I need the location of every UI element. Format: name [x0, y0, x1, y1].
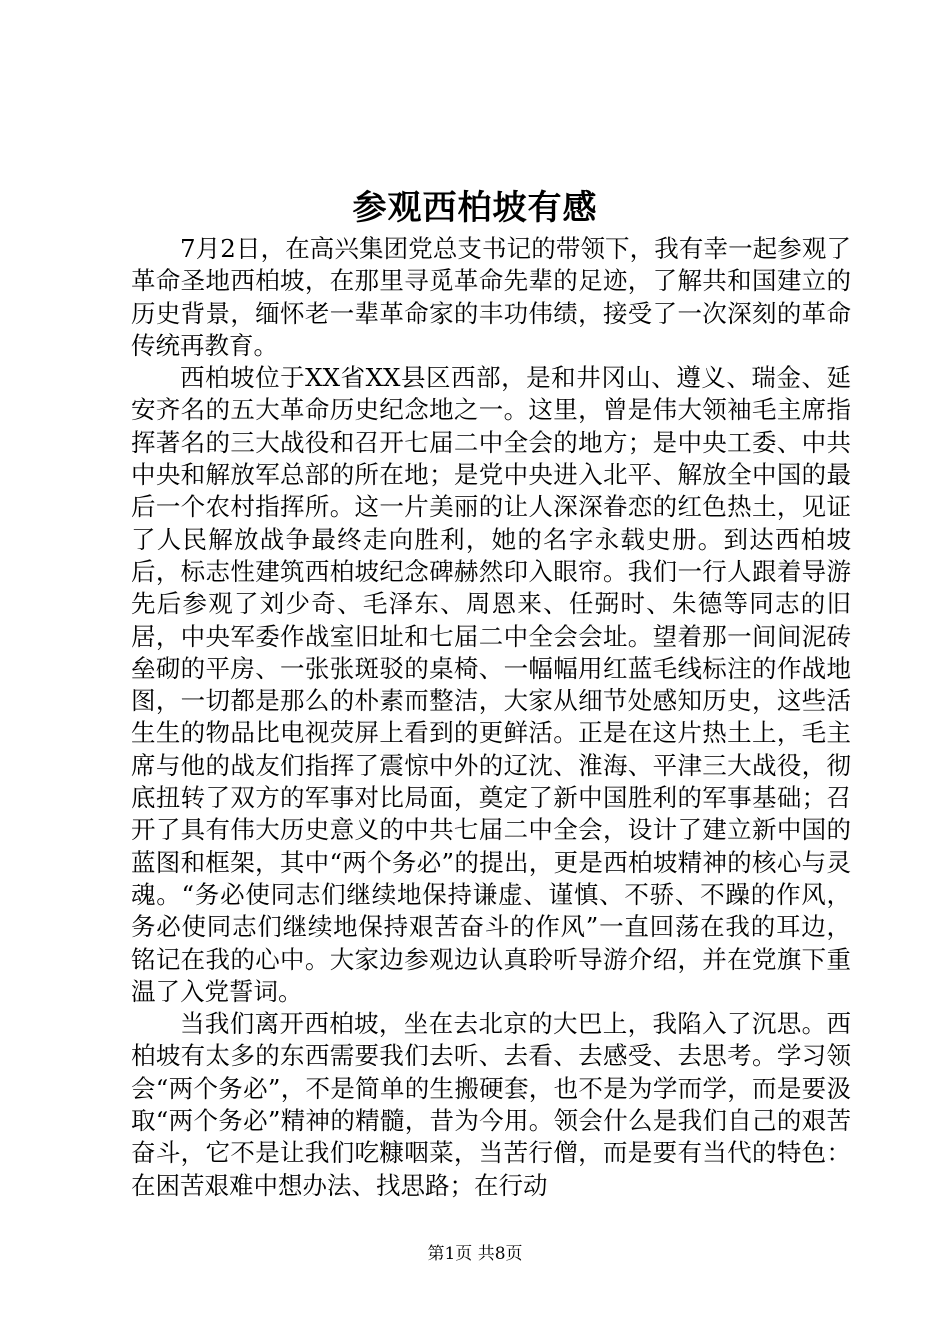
paragraph: 7月2日，在高兴集团党总支书记的带领下，我有幸一起参观了革命圣地西柏坡，在那里寻觅革命先辈的足迹，了解共和国建立的历史背景，缅怀老一辈革命家的丰功伟绩，接受了一次深刻的革命传统再教育。 [131, 234, 851, 360]
paragraph: 当我们离开西柏坡，坐在去北京的大巴上，我陷入了沉思。西柏坡有太多的东西需要我们去听、去看、去感受、去思考。学习领会“两个务必”，不是简单的生搬硬套，也不是为学而学，而是要汲取“两个务必”精神的精髓，昔为今用。领会什么是我们自己的艰苦奋斗，它不是让我们吃糠咽菜，当苦行僧，而是要有当代的特色：在困苦艰难中想办法、找思路；在行动 [131, 1009, 851, 1200]
page-number-footer: 第1页 共8页 [427, 1244, 523, 1264]
document-body [131, 233, 851, 1202]
paragraph: 西柏坡位于XX省XX县区西部，是和井冈山、遵义、瑞金、延安齐名的五大革命历史纪念地之一。这里，曾是伟大领袖毛主席指挥著名的三大战役和召开七届二中全会的地方；是中央工委、中共中央和解放军总部的所在地；是党中央进入北平、解放全中国的最后一个农村指挥所。这一片美丽的让人深深眷恋的红色热土，见证了人民解放战争最终走向胜利，她的名字永载史册。到达西柏坡后，标志性建筑西柏坡纪念碑赫然印入眼帘。我们一行人跟着导游先后参观了刘少奇、毛泽东、周恩来、任弼时、朱德等同志的旧居，中央军委作战室旧址和七届二中全会会址。望着那一间间泥砖垒砌的平房、一张张斑驳的桌椅、一幅幅用红蓝毛线标注的作战地图，一切都是那么的朴素而整洁，大家从细节处感知历史，这些活生生的物品比电视荧屏上看到的更鲜活。正是在这片热土上，毛主席与他的战友们指挥了震惊中外的辽沈、淮海、平津三大战役，彻底扭转了双方的军事对比局面，奠定了新中国胜利的军事基础；召开了具有伟大历史意义的中共七届二中全会，设计了建立新中国的蓝图和框架，其中“两个务必”的提出，更是西柏坡精神的核心与灵魂。“务必使同志们继续地保持谦虚、谨慎、不骄、不躁的作风，务必使同志们继续地保持艰苦奋斗的作风”一直回荡在我的耳边，铭记在我的心中。大家边参观边认真聆听导游介绍，并在党旗下重温了入党誓词。 [131, 363, 851, 1006]
document-title: 参观西柏坡有感 [352, 188, 598, 228]
